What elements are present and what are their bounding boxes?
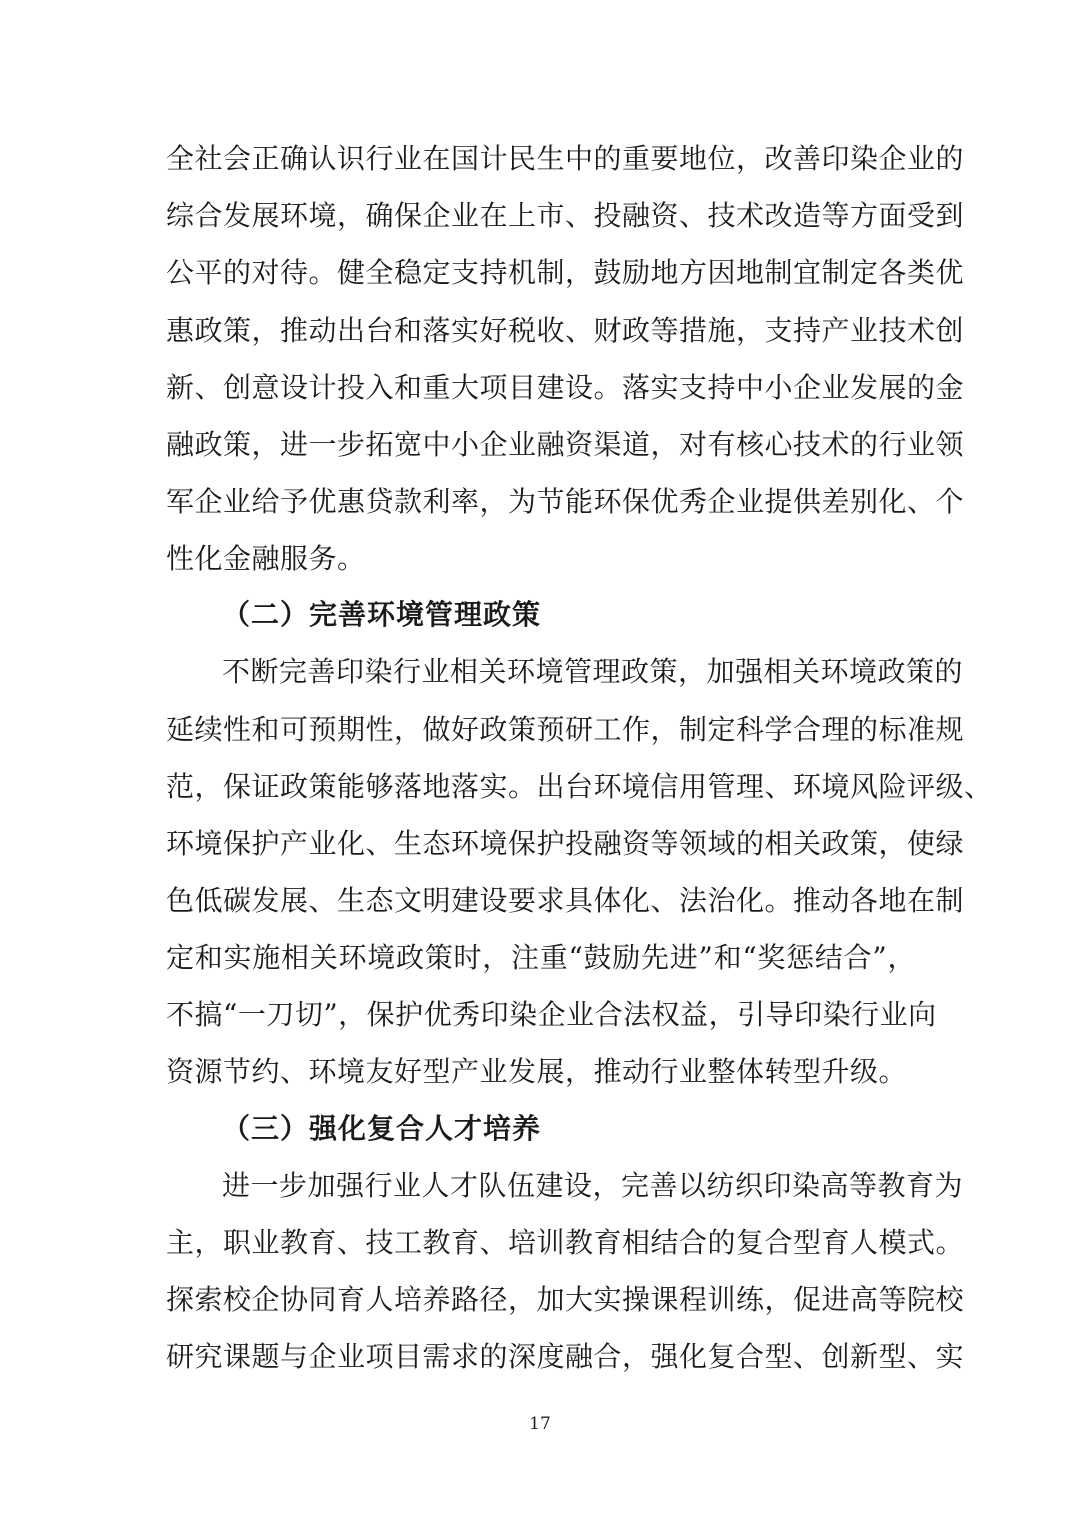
text-line: 惠政策，推动出台和落实好税收、财政等措施，支持产业技术创 <box>166 314 965 347</box>
text-line: 探索校企协同育人培养路径，加大实操课程训练，促进高等院校 <box>166 1283 965 1316</box>
section-heading-environment-policy: （二）完善环境管理政策 <box>222 598 542 631</box>
text-line: 延续性和可预期性，做好政策预研工作，制定科学合理的标准规 <box>166 713 965 746</box>
text-line: 研究课题与企业项目需求的深度融合，强化复合型、创新型、实 <box>166 1340 965 1373</box>
text-line: 进一步加强行业人才队伍建设，完善以纺织印染高等教育为 <box>222 1169 964 1202</box>
text-line: 全社会正确认识行业在国计民生中的重要地位，改善印染企业的 <box>166 142 965 175</box>
section-heading-talent-cultivation: （三）强化复合人才培养 <box>222 1112 542 1145</box>
text-line: 融政策，进一步拓宽中小企业融资渠道，对有核心技术的行业领 <box>166 428 965 461</box>
page-number: 17 <box>529 1414 551 1434</box>
text-line: 军企业给予优惠贷款利率，为节能环保优秀企业提供差别化、个 <box>166 485 965 518</box>
text-line: 综合发展环境，确保企业在上市、投融资、技术改造等方面受到 <box>166 199 965 232</box>
text-line: 资源节约、环境友好型产业发展，推动行业整体转型升级。 <box>166 1055 908 1088</box>
text-line: 色低碳发展、生态文明建设要求具体化、法治化。推动各地在制 <box>166 884 965 917</box>
text-line: 定和实施相关环境政策时，注重“鼓励先进”和“奖惩结合”， <box>166 941 916 974</box>
text-line: 主，职业教育、技工教育、培训教育相结合的复合型育人模式。 <box>166 1226 965 1259</box>
text-line: 新、创意设计投入和重大项目建设。落实支持中小企业发展的金 <box>166 371 965 404</box>
text-line: 公平的对待。健全稳定支持机制，鼓励地方因地制宜制定各类优 <box>166 256 965 289</box>
text-line: 范，保证政策能够落地落实。出台环境信用管理、环境风险评级、 <box>166 770 993 803</box>
text-line: 性化金融服务。 <box>166 542 366 575</box>
text-line: 不断完善印染行业相关环境管理政策，加强相关环境政策的 <box>222 655 964 688</box>
text-line: 环境保护产业化、生态环境保护投融资等领域的相关政策，使绿 <box>166 827 965 860</box>
text-line: 不搞“一刀切”，保护优秀印染企业合法权益，引导印染行业向 <box>166 998 937 1031</box>
